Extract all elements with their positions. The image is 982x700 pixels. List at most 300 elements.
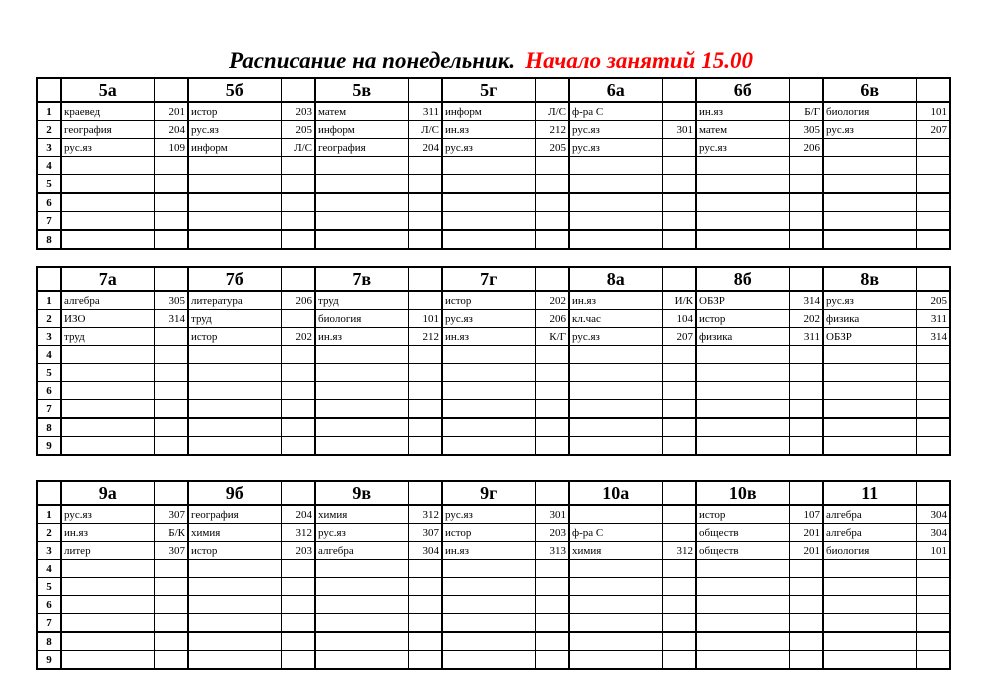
- room-cell: [662, 382, 696, 400]
- lesson-row: [37, 632, 950, 651]
- room-cell: [789, 364, 823, 382]
- room-cell: [154, 328, 188, 346]
- room-cell: [916, 400, 950, 419]
- subject-cell: [569, 382, 662, 400]
- class-name-cell: 7в: [315, 267, 408, 291]
- lesson-row: [37, 578, 950, 596]
- room-cell: [535, 364, 569, 382]
- room-cell: [789, 230, 823, 249]
- room-cell: [535, 157, 569, 175]
- room-cell: [408, 437, 442, 456]
- subject-cell: [61, 400, 154, 419]
- subject-cell: рус.яз: [315, 524, 408, 542]
- room-cell: [916, 346, 950, 364]
- lesson-number: 9: [37, 437, 61, 456]
- subject-cell: истор: [442, 524, 535, 542]
- class-name-cell: 9в: [315, 481, 408, 505]
- class-header-room-cell: [154, 267, 188, 291]
- subject-cell: [315, 560, 408, 578]
- room-cell: 311: [789, 328, 823, 346]
- room-cell: 201: [154, 102, 188, 121]
- lesson-number: 1: [37, 102, 61, 121]
- room-cell: 204: [154, 121, 188, 139]
- room-cell: [662, 560, 696, 578]
- subject-cell: [315, 193, 408, 212]
- subject-cell: [696, 596, 789, 614]
- subject-cell: [696, 418, 789, 437]
- class-header-room-cell: [154, 481, 188, 505]
- room-cell: [408, 578, 442, 596]
- subject-cell: [315, 596, 408, 614]
- lesson-number: 2: [37, 310, 61, 328]
- room-cell: [154, 400, 188, 419]
- subject-cell: ОБЗР: [823, 328, 916, 346]
- subject-cell: информ: [442, 102, 535, 121]
- subject-cell: [442, 560, 535, 578]
- room-cell: 202: [789, 310, 823, 328]
- room-cell: 311: [408, 102, 442, 121]
- subject-cell: рус.яз: [569, 121, 662, 139]
- class-name-cell: 8а: [569, 267, 662, 291]
- subject-cell: [61, 651, 154, 670]
- subject-cell: [61, 632, 154, 651]
- subject-cell: ин.яз: [61, 524, 154, 542]
- subject-cell: рус.яз: [188, 121, 281, 139]
- subject-cell: [569, 578, 662, 596]
- room-cell: 304: [916, 505, 950, 524]
- room-cell: 212: [535, 121, 569, 139]
- room-cell: [281, 346, 315, 364]
- room-cell: [408, 632, 442, 651]
- subject-cell: кл.час: [569, 310, 662, 328]
- subject-cell: [188, 212, 281, 231]
- subject-cell: [315, 651, 408, 670]
- room-cell: [281, 614, 315, 633]
- class-header-row: [37, 267, 950, 291]
- subject-cell: [61, 175, 154, 194]
- room-cell: [789, 175, 823, 194]
- room-cell: 207: [916, 121, 950, 139]
- subject-cell: рус.яз: [823, 121, 916, 139]
- subject-cell: алгебра: [823, 524, 916, 542]
- room-cell: [662, 346, 696, 364]
- subject-cell: рус.яз: [823, 291, 916, 310]
- room-cell: [662, 437, 696, 456]
- lesson-number: 2: [37, 524, 61, 542]
- room-cell: [662, 175, 696, 194]
- subject-cell: рус.яз: [442, 139, 535, 157]
- room-cell: [662, 230, 696, 249]
- room-cell: [916, 651, 950, 670]
- room-cell: [281, 212, 315, 231]
- subject-cell: [61, 437, 154, 456]
- room-cell: 206: [535, 310, 569, 328]
- subject-cell: ин.яз: [442, 121, 535, 139]
- subject-cell: [569, 437, 662, 456]
- subject-cell: литер: [61, 542, 154, 560]
- room-cell: 205: [535, 139, 569, 157]
- room-cell: [154, 212, 188, 231]
- subject-cell: [315, 400, 408, 419]
- room-cell: [789, 437, 823, 456]
- subject-cell: [696, 175, 789, 194]
- subject-cell: [569, 632, 662, 651]
- room-cell: [662, 614, 696, 633]
- room-cell: Л/С: [408, 121, 442, 139]
- lesson-number: 1: [37, 291, 61, 310]
- subject-cell: химия: [569, 542, 662, 560]
- subject-cell: [696, 437, 789, 456]
- room-cell: 304: [916, 524, 950, 542]
- subject-cell: [696, 230, 789, 249]
- lesson-number: 8: [37, 230, 61, 249]
- subject-cell: ин.яз: [442, 328, 535, 346]
- subject-cell: [823, 596, 916, 614]
- room-cell: [662, 578, 696, 596]
- lesson-number: 7: [37, 212, 61, 231]
- room-cell: [154, 230, 188, 249]
- lesson-row: [37, 505, 950, 524]
- subject-cell: [315, 614, 408, 633]
- subject-cell: [823, 418, 916, 437]
- room-cell: [535, 614, 569, 633]
- room-cell: [408, 651, 442, 670]
- class-header-row: [37, 78, 950, 102]
- room-cell: [662, 596, 696, 614]
- room-cell: 301: [662, 121, 696, 139]
- room-cell: [281, 230, 315, 249]
- room-cell: [281, 560, 315, 578]
- class-header-room-cell: [916, 78, 950, 102]
- room-cell: [535, 560, 569, 578]
- subject-cell: алгебра: [823, 505, 916, 524]
- room-cell: [535, 578, 569, 596]
- room-cell: [154, 614, 188, 633]
- class-header-room-cell: [662, 78, 696, 102]
- room-cell: [535, 175, 569, 194]
- subject-cell: [696, 400, 789, 419]
- lesson-row: [37, 651, 950, 670]
- lesson-row: [37, 310, 950, 328]
- lesson-number: 9: [37, 651, 61, 670]
- subject-cell: [188, 614, 281, 633]
- subject-cell: труд: [188, 310, 281, 328]
- room-cell: [789, 400, 823, 419]
- lesson-row: [37, 157, 950, 175]
- lesson-number: 4: [37, 157, 61, 175]
- lesson-row: [37, 328, 950, 346]
- subject-cell: [569, 364, 662, 382]
- room-cell: 205: [916, 291, 950, 310]
- subject-cell: химия: [188, 524, 281, 542]
- subject-cell: [823, 346, 916, 364]
- room-cell: [662, 193, 696, 212]
- room-cell: [408, 418, 442, 437]
- room-cell: [916, 560, 950, 578]
- room-cell: [789, 418, 823, 437]
- room-cell: [281, 632, 315, 651]
- room-cell: [916, 364, 950, 382]
- room-cell: 307: [408, 524, 442, 542]
- subject-cell: [696, 578, 789, 596]
- class-header-room-cell: [535, 267, 569, 291]
- room-cell: [281, 418, 315, 437]
- class-name-cell: 5в: [315, 78, 408, 102]
- subject-cell: матем: [696, 121, 789, 139]
- room-cell: [662, 139, 696, 157]
- lesson-row: [37, 139, 950, 157]
- lesson-row: [37, 212, 950, 231]
- room-cell: [408, 212, 442, 231]
- lesson-number: 5: [37, 364, 61, 382]
- room-cell: [281, 310, 315, 328]
- class-name-cell: 11: [823, 481, 916, 505]
- subject-cell: [823, 193, 916, 212]
- subject-cell: [442, 614, 535, 633]
- subject-cell: рус.яз: [61, 505, 154, 524]
- lesson-number: 3: [37, 328, 61, 346]
- title-main: Расписание на понедельник.: [229, 48, 516, 73]
- room-cell: [662, 400, 696, 419]
- room-cell: 101: [408, 310, 442, 328]
- subject-cell: [442, 157, 535, 175]
- subject-cell: [188, 346, 281, 364]
- subject-cell: рус.яз: [569, 328, 662, 346]
- subject-cell: [569, 175, 662, 194]
- subject-cell: [696, 614, 789, 633]
- class-name-cell: 6а: [569, 78, 662, 102]
- subject-cell: [823, 651, 916, 670]
- subject-cell: ин.яз: [696, 102, 789, 121]
- room-cell: [916, 139, 950, 157]
- subject-cell: [61, 578, 154, 596]
- room-cell: 314: [789, 291, 823, 310]
- class-name-cell: 8б: [696, 267, 789, 291]
- room-cell: [916, 437, 950, 456]
- class-name-cell: 8в: [823, 267, 916, 291]
- subject-cell: [61, 212, 154, 231]
- subject-cell: [188, 157, 281, 175]
- subject-cell: [188, 175, 281, 194]
- room-cell: 203: [281, 102, 315, 121]
- subject-cell: ин.яз: [315, 328, 408, 346]
- subject-cell: [823, 157, 916, 175]
- subject-cell: ИЗО: [61, 310, 154, 328]
- lesson-row: [37, 524, 950, 542]
- subject-cell: [442, 230, 535, 249]
- subject-cell: [188, 596, 281, 614]
- subject-cell: [442, 596, 535, 614]
- subject-cell: матем: [315, 102, 408, 121]
- room-cell: [154, 193, 188, 212]
- subject-cell: [569, 560, 662, 578]
- class-name-cell: 7а: [61, 267, 154, 291]
- subject-cell: [315, 382, 408, 400]
- class-name-cell: 6б: [696, 78, 789, 102]
- room-cell: [789, 157, 823, 175]
- room-cell: [154, 437, 188, 456]
- subject-cell: [569, 212, 662, 231]
- room-cell: [535, 193, 569, 212]
- subject-cell: биология: [823, 102, 916, 121]
- room-cell: [535, 632, 569, 651]
- room-cell: [662, 651, 696, 670]
- class-header-room-cell: [281, 267, 315, 291]
- room-cell: [281, 175, 315, 194]
- subject-cell: [61, 193, 154, 212]
- room-cell: [281, 437, 315, 456]
- subject-cell: [442, 400, 535, 419]
- subject-cell: литература: [188, 291, 281, 310]
- subject-cell: [823, 400, 916, 419]
- lesson-number: 4: [37, 560, 61, 578]
- room-cell: [789, 346, 823, 364]
- subject-cell: алгебра: [315, 542, 408, 560]
- room-cell: [916, 175, 950, 194]
- room-cell: [662, 102, 696, 121]
- room-cell: [662, 418, 696, 437]
- subject-cell: [569, 346, 662, 364]
- room-cell: [662, 364, 696, 382]
- subject-cell: обществ: [696, 542, 789, 560]
- room-cell: 312: [662, 542, 696, 560]
- class-name-cell: 5а: [61, 78, 154, 102]
- subject-cell: [442, 364, 535, 382]
- subject-cell: [442, 175, 535, 194]
- subject-cell: [696, 364, 789, 382]
- room-cell: [408, 193, 442, 212]
- lesson-row: [37, 437, 950, 456]
- subject-cell: [188, 400, 281, 419]
- class-name-cell: 5г: [442, 78, 535, 102]
- room-cell: [916, 578, 950, 596]
- lesson-row: [37, 102, 950, 121]
- room-cell: [281, 596, 315, 614]
- subject-cell: [61, 346, 154, 364]
- subject-cell: ОБЗР: [696, 291, 789, 310]
- subject-cell: [569, 596, 662, 614]
- subject-cell: [696, 632, 789, 651]
- class-header-room-cell: [789, 481, 823, 505]
- room-cell: [154, 157, 188, 175]
- room-cell: 206: [281, 291, 315, 310]
- room-cell: 307: [154, 542, 188, 560]
- lesson-row: [37, 418, 950, 437]
- room-cell: [535, 346, 569, 364]
- subject-cell: география: [315, 139, 408, 157]
- header-corner: [37, 78, 61, 102]
- room-cell: 206: [789, 139, 823, 157]
- subject-cell: физика: [696, 328, 789, 346]
- subject-cell: [823, 560, 916, 578]
- room-cell: [535, 230, 569, 249]
- subject-cell: [315, 346, 408, 364]
- lesson-row: [37, 291, 950, 310]
- room-cell: Л/С: [535, 102, 569, 121]
- class-header-room-cell: [408, 78, 442, 102]
- room-cell: [408, 560, 442, 578]
- subject-cell: география: [61, 121, 154, 139]
- lesson-number: 8: [37, 418, 61, 437]
- room-cell: 202: [281, 328, 315, 346]
- subject-cell: [188, 651, 281, 670]
- room-cell: [662, 632, 696, 651]
- class-name-cell: 10в: [696, 481, 789, 505]
- lesson-number: 6: [37, 596, 61, 614]
- room-cell: 301: [535, 505, 569, 524]
- subject-cell: [696, 560, 789, 578]
- lesson-row: [37, 596, 950, 614]
- room-cell: 203: [281, 542, 315, 560]
- subject-cell: [696, 212, 789, 231]
- room-cell: И/К: [662, 291, 696, 310]
- room-cell: [789, 212, 823, 231]
- room-cell: 207: [662, 328, 696, 346]
- subject-cell: [569, 614, 662, 633]
- subject-cell: [188, 230, 281, 249]
- room-cell: [789, 193, 823, 212]
- lesson-row: [37, 400, 950, 419]
- subject-cell: истор: [442, 291, 535, 310]
- subject-cell: обществ: [696, 524, 789, 542]
- subject-cell: [442, 193, 535, 212]
- subject-cell: истор: [188, 542, 281, 560]
- room-cell: [281, 193, 315, 212]
- subject-cell: алгебра: [61, 291, 154, 310]
- room-cell: [916, 614, 950, 633]
- room-cell: 201: [789, 542, 823, 560]
- subject-cell: [696, 193, 789, 212]
- class-name-cell: 5б: [188, 78, 281, 102]
- class-header-room-cell: [916, 267, 950, 291]
- room-cell: [789, 382, 823, 400]
- room-cell: [154, 578, 188, 596]
- room-cell: [789, 651, 823, 670]
- subject-cell: [823, 212, 916, 231]
- subject-cell: [315, 437, 408, 456]
- room-cell: [408, 596, 442, 614]
- lesson-number: 4: [37, 346, 61, 364]
- lesson-number: 7: [37, 400, 61, 419]
- room-cell: [408, 157, 442, 175]
- lesson-row: [37, 193, 950, 212]
- subject-cell: [442, 382, 535, 400]
- subject-cell: [442, 578, 535, 596]
- page-title: [0, 47, 982, 75]
- subject-cell: [188, 578, 281, 596]
- subject-cell: биология: [315, 310, 408, 328]
- subject-cell: [61, 614, 154, 633]
- room-cell: [408, 346, 442, 364]
- room-cell: 313: [535, 542, 569, 560]
- room-cell: 312: [281, 524, 315, 542]
- lesson-number: 1: [37, 505, 61, 524]
- subject-cell: истор: [188, 328, 281, 346]
- subject-cell: истор: [188, 102, 281, 121]
- schedule-table-3: [36, 480, 951, 670]
- room-cell: [916, 157, 950, 175]
- room-cell: [408, 364, 442, 382]
- room-cell: [789, 614, 823, 633]
- subject-cell: [442, 346, 535, 364]
- subject-cell: [823, 364, 916, 382]
- schedule-table-1: [36, 77, 951, 250]
- lesson-number: 3: [37, 139, 61, 157]
- class-name-cell: 9г: [442, 481, 535, 505]
- room-cell: [154, 596, 188, 614]
- room-cell: К/Г: [535, 328, 569, 346]
- lesson-number: 6: [37, 193, 61, 212]
